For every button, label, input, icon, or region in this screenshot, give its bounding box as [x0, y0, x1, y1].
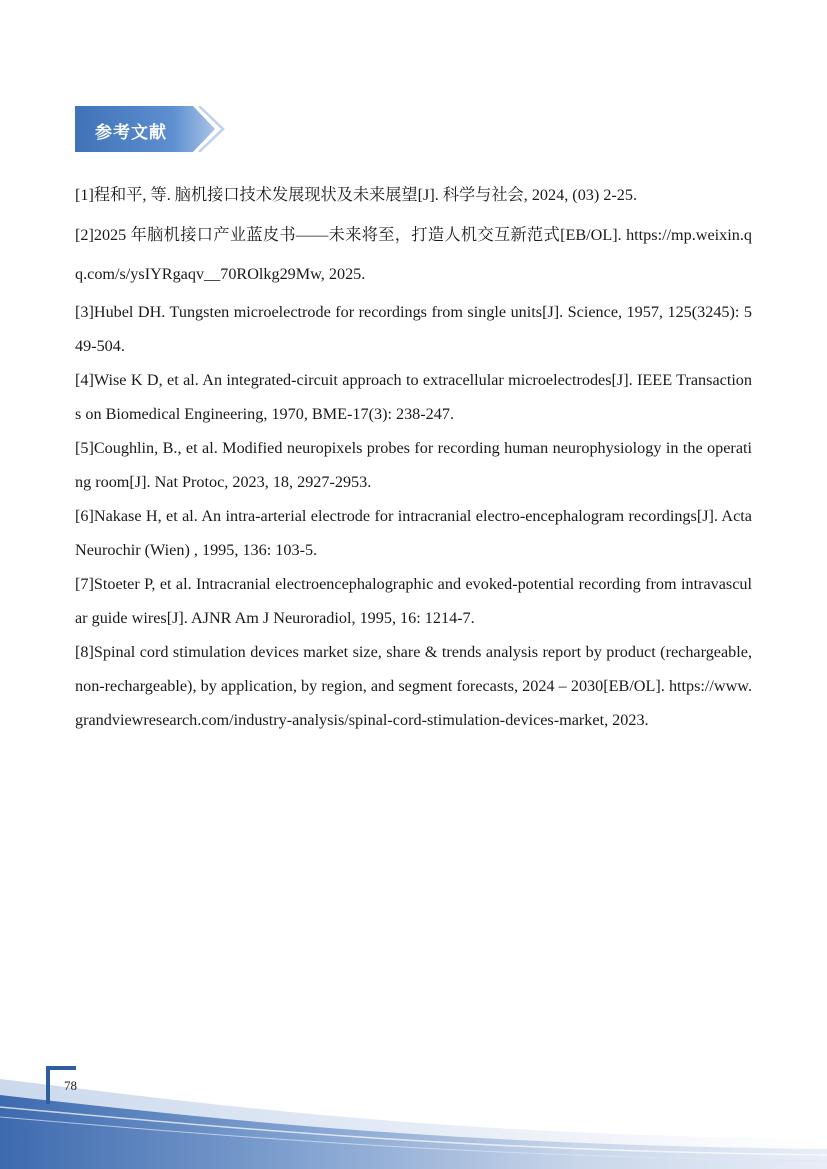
footer-wave-decoration [0, 1065, 827, 1169]
page-number: 78 [64, 1078, 77, 1093]
reference-item: [5]Coughlin, B., et al. Modified neuropixels probes for recording human neurophysiology in the operating room[J]. Nat Protoc, 2023, 18, 2927-2953. [75, 438, 752, 491]
section-header [75, 106, 225, 152]
reference-item: [7]Stoeter P, et al. Intracranial electroencephalographic and evoked-potential recording from intravascular guide wires[J]. AJNR Am J Neuroradiol, 1995, 16: 1214-7. [75, 574, 752, 627]
page-number-box [46, 1066, 86, 1106]
section-title: 参考文献 [95, 123, 167, 143]
reference-item: [2]2025 年脑机接口产业蓝皮书——未来将至，打造人机交互新范式[EB/OL]. https://mp.weixin.qq.com/s/ysIYRgaqv__70ROlkg29Mw, 2025. [75, 225, 752, 283]
reference-item: [1]程和平, 等. 脑机接口技术发展现状及未来展望[J]. 科学与社会, 2024, (03) 2-25. [75, 186, 638, 204]
reference-item: [6]Nakase H, et al. An intra-arterial electrode for intracranial electro-encephalogram recordings[J]. Acta Neurochir (Wien) , 1995, 136: 103-5. [75, 506, 752, 559]
reference-list [75, 176, 752, 737]
reference-item: [3]Hubel DH. Tungsten microelectrode for recordings from single units[J]. Science, 1957, 125(3245): 549-504. [75, 302, 752, 355]
reference-item: [4]Wise K D, et al. An integrated-circuit approach to extracellular microelectrodes[J]. IEEE Transactions on Biomedical Engineering, 1970, BME-17(3): 238-247. [75, 370, 752, 423]
reference-item: [8]Spinal cord stimulation devices market size, share & trends analysis report by product (rechargeable, non-rechargeable), by application, by region, and segment forecasts, 2024 – 2030[EB/OL]. https://www.grandviewresearch.com/industry-analysis/spinal-cord-stimulation-devices-market, 2023. [75, 642, 752, 729]
